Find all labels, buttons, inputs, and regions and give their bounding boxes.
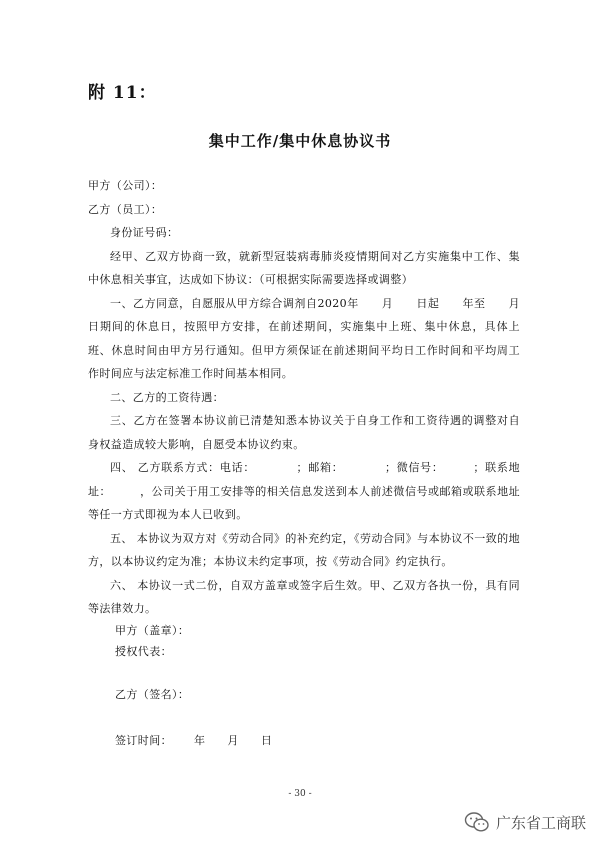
paragraph-clause-3: 三、乙方在签署本协议前已清楚知悉本协议关于自身工作和工资待遇的调整对自身权益造成较大影响，自愿受本协议约束。 (88, 414, 520, 451)
paragraph-clause-1: 一、乙方同意，自愿服从甲方综合调剂自2020年 月 日起 年至 月日期间的休息日，按照甲方安排，在前述期间，实施集中上班、集中休息，具体上班、休息时间由甲方另行通知。但甲方须保证在前述期间平均日工作时间和平均周工作时间应与法定标准工作时间基本相同。 (88, 296, 520, 380)
document-title: 集中工作/集中休息协议书 (208, 132, 392, 150)
paragraph-clause-4: 四、 乙方联系方式：电话： ；邮箱： ；微信号： ；联系地址： ，公司关于用工安排等的相关信息发送到本人前述微信号或邮箱或联系地址等任一方式即视为本人已收到。 (88, 461, 520, 521)
agreement-body (88, 174, 520, 621)
representative-line: 授权代表： (115, 645, 172, 658)
date-label: 签订时间： (115, 734, 172, 747)
wechat-watermark (464, 811, 586, 833)
id-number-line: 身份证号码： (110, 226, 179, 239)
party-b-line: 乙方（员工）： (88, 202, 163, 216)
appendix-label: 附 11： (88, 83, 157, 103)
party-b-signature-line: 乙方（签名）： (115, 688, 190, 701)
watermark-text: 广东省工商联 (495, 813, 586, 832)
party-a-line: 甲方（公司）： (88, 179, 163, 192)
paragraph-intro: 经甲、乙双方协商一致，就新型冠装病毒肺炎疫情期间对乙方实施集中工作、集中休息相关事宜，达成如下协议：（可根据实际需要选择或调整） (88, 249, 520, 286)
party-a-seal-line: 甲方（盖章）： (115, 624, 190, 637)
date-year: 年 (194, 734, 206, 747)
page-number: - 30 - (288, 789, 312, 799)
paragraph-clause-5: 五、 本协议为双方对《劳动合同》的补充约定，《劳动合同》与本协议不一致的地方，以本协议约定为准；本协议未约定事项，按《劳动合同》约定执行。 (88, 531, 520, 568)
paragraph-clause-2: 二、乙方的工资待遇： (110, 390, 224, 404)
signing-date-line (115, 732, 272, 748)
paragraph-clause-6: 六、 本协议一式二份，自双方盖章或签字后生效。甲、乙双方各执一份，具有同等法律效力。 (88, 578, 520, 615)
date-month: 月 (227, 734, 239, 747)
date-day: 日 (260, 734, 273, 747)
wechat-logo-icon (464, 811, 490, 833)
